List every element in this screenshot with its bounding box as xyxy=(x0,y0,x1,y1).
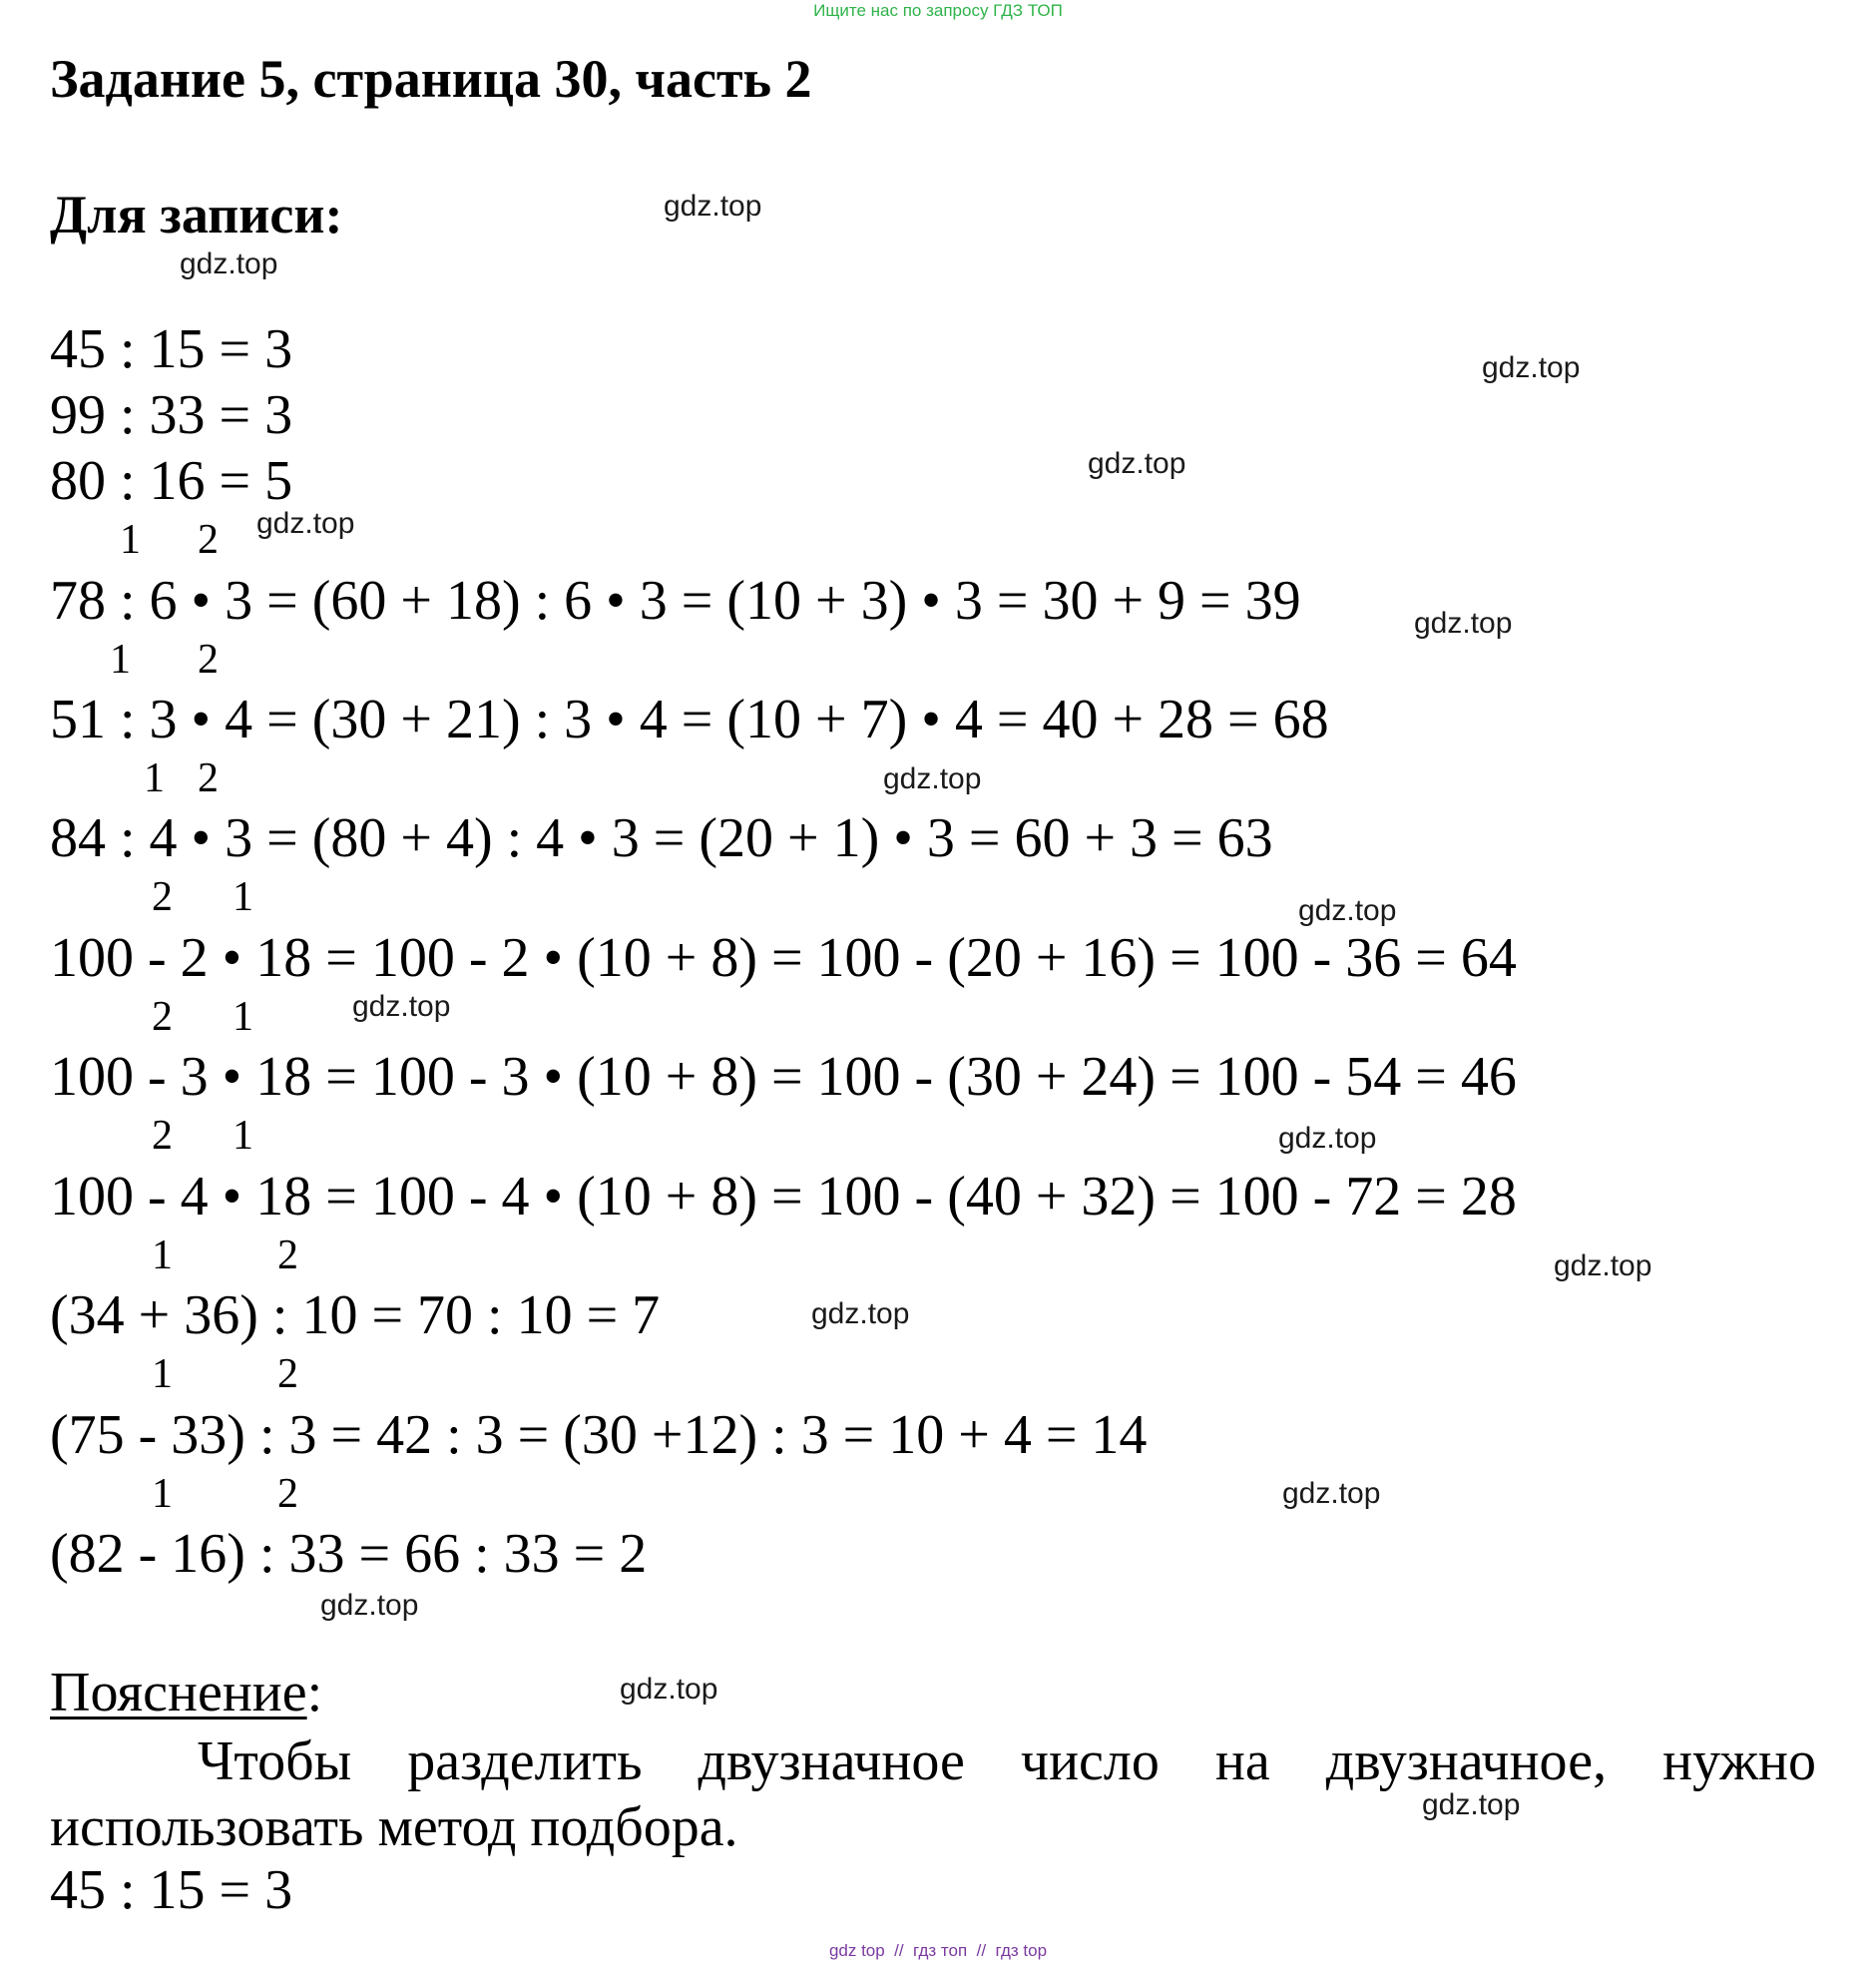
order-number: 1 xyxy=(152,1232,173,1278)
order-number: 2 xyxy=(277,1351,298,1397)
order-number: 2 xyxy=(198,517,219,563)
record-heading: Для записи: xyxy=(50,185,343,245)
expression-line: 100 - 4 • 18 = 100 - 4 • (10 + 8) = 100 - (40 + 32) = 100 - 72 = 28 xyxy=(50,1166,1517,1228)
order-number: 1 xyxy=(152,1471,173,1517)
expression-line: 100 - 3 • 18 = 100 - 3 • (10 + 8) = 100 - (30 + 24) = 100 - 54 = 46 xyxy=(50,1046,1517,1108)
watermark: gdz.top xyxy=(352,990,451,1023)
watermark: gdz.top xyxy=(1298,894,1397,927)
explanation-example: 45 : 15 = 3 xyxy=(50,1859,293,1921)
order-number: 2 xyxy=(152,1113,173,1159)
order-number: 2 xyxy=(152,994,173,1040)
watermark: gdz.top xyxy=(1278,1122,1377,1155)
expression-line: 84 : 4 • 3 = (80 + 4) : 4 • 3 = (20 + 1) • 3 = 60 + 3 = 63 xyxy=(50,807,1273,869)
watermark: gdz.top xyxy=(664,190,762,223)
order-number: 1 xyxy=(233,874,253,920)
expression-line: 45 : 15 = 3 xyxy=(50,318,293,380)
watermark: gdz.top xyxy=(1414,607,1513,640)
order-number: 2 xyxy=(277,1232,298,1278)
order-number: 2 xyxy=(277,1471,298,1517)
order-number: 1 xyxy=(233,994,253,1040)
explanation-title xyxy=(50,1662,323,1723)
order-number: 1 xyxy=(144,755,165,801)
order-number: 1 xyxy=(110,637,131,683)
watermark: gdz.top xyxy=(1482,351,1581,384)
expression-line: (82 - 16) : 33 = 66 : 33 = 2 xyxy=(50,1523,648,1585)
watermark: gdz.top xyxy=(1282,1477,1381,1510)
watermark: gdz.top xyxy=(1554,1249,1652,1282)
expression-line: (34 + 36) : 10 = 70 : 10 = 7 xyxy=(50,1284,661,1346)
watermark: gdz.top xyxy=(1422,1788,1521,1821)
top-banner: Ищите нас по запросу ГДЗ ТОП xyxy=(813,1,1063,20)
order-number: 1 xyxy=(233,1113,253,1159)
expression-line: (75 - 33) : 3 = 42 : 3 = (30 +12) : 3 = 10 + 4 = 14 xyxy=(50,1404,1148,1466)
order-number: 1 xyxy=(120,517,141,563)
expression-line: 80 : 16 = 5 xyxy=(50,450,293,512)
watermark: gdz.top xyxy=(180,247,278,280)
explanation-title-text: Пояснение xyxy=(50,1662,307,1723)
explanation-text: Чтобы разделить двузначное число на двузначное, нужно использовать метод подбора. xyxy=(50,1730,1816,1858)
order-number: 2 xyxy=(198,637,219,683)
watermark: gdz.top xyxy=(883,762,982,795)
watermark: gdz.top xyxy=(320,1589,419,1622)
watermark: gdz.top xyxy=(620,1673,718,1706)
watermark: gdz.top xyxy=(256,507,355,540)
expression-line: 78 : 6 • 3 = (60 + 18) : 6 • 3 = (10 + 3) • 3 = 30 + 9 = 39 xyxy=(50,570,1301,632)
expression-line: 99 : 33 = 3 xyxy=(50,384,293,446)
expression-line: 100 - 2 • 18 = 100 - 2 • (10 + 8) = 100 - (20 + 16) = 100 - 36 = 64 xyxy=(50,927,1517,989)
watermark: gdz.top xyxy=(811,1297,910,1330)
order-number: 1 xyxy=(152,1351,173,1397)
footer-watermark: gdz top // гдз топ // гдз top xyxy=(828,1941,1048,1960)
expression-line: 51 : 3 • 4 = (30 + 21) : 3 • 4 = (10 + 7) • 4 = 40 + 28 = 68 xyxy=(50,689,1329,750)
watermark: gdz.top xyxy=(1088,447,1186,480)
explanation-title-colon: : xyxy=(306,1662,323,1723)
order-number: 2 xyxy=(198,755,219,801)
order-number: 2 xyxy=(152,874,173,920)
page-title: Задание 5, страница 30, часть 2 xyxy=(50,49,812,109)
